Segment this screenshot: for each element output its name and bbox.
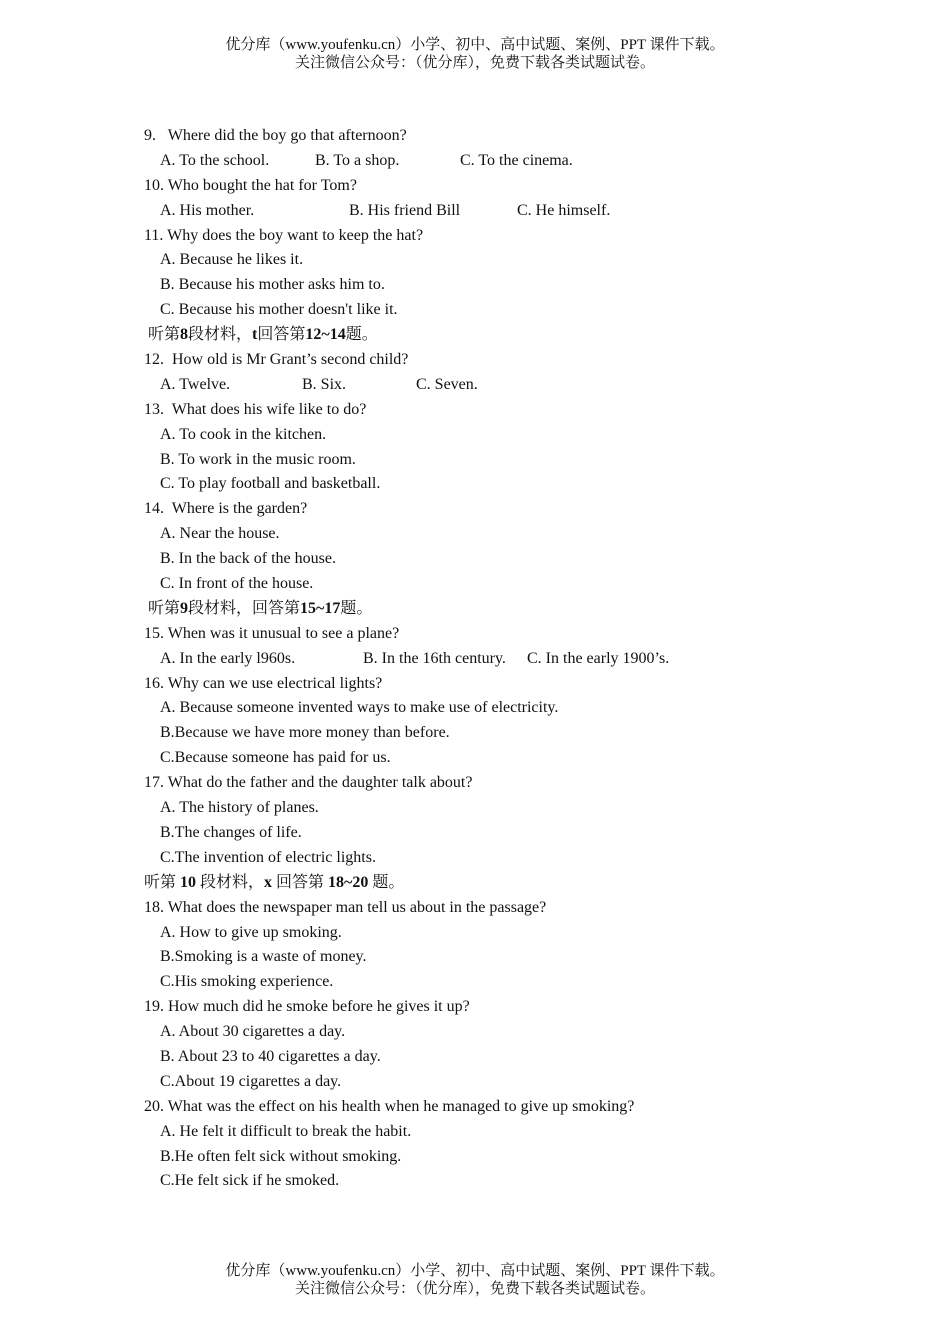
page-footer (0, 1262, 950, 1298)
question-20: 20. What was the effect on his health when he managed to give up smoking? (144, 1097, 635, 1115)
question-15-options (144, 647, 864, 672)
question-10: 10. Who bought the hat for Tom? (144, 176, 357, 194)
option-c: C.About 19 cigarettes a day. (160, 1072, 342, 1090)
option-c: C.His smoking experience. (160, 973, 334, 991)
footer-line-2: 关注微信公众号：（优分库），免费下载各类试题试卷。 (294, 1281, 655, 1297)
option-c: C. In front of the house. (160, 575, 314, 593)
option-b: B.Smoking is a waste of money. (160, 948, 367, 966)
question-15: 15. When was it unusual to see a plane? (144, 624, 400, 642)
option-a: A. To the school. (160, 151, 270, 169)
option-c: C. In the early 1900’s. (527, 649, 670, 667)
option-b: B. About 23 to 40 cigarettes a day. (160, 1047, 381, 1065)
option-b: B.The changes of life. (160, 823, 302, 841)
option-b: B.Because we have more money than before. (160, 724, 450, 742)
question-10-options (144, 199, 864, 224)
question-14: 14. Where is the garden? (144, 500, 308, 518)
section-10-instruction: 听第 10 段材料，x 回答第 18~20 题。 (144, 873, 405, 891)
header-line-1: 优分库（www.youfenku.cn）小学、初中、高中试题、案例、PPT 课件下载。 (225, 37, 725, 53)
question-12-options (144, 373, 864, 398)
option-a: A. Because he likes it. (160, 251, 304, 269)
option-c: C. To play football and basketball. (160, 475, 381, 493)
option-b: B. To a shop. (315, 151, 400, 169)
option-c: C. He himself. (517, 201, 611, 219)
option-a: A. How to give up smoking. (160, 923, 342, 941)
option-a: A. To cook in the kitchen. (160, 425, 327, 443)
option-a: A. His mother. (160, 201, 255, 219)
option-a: A. In the early l960s. (160, 649, 296, 667)
question-13: 13. What does his wife like to do? (144, 400, 367, 418)
option-c: C.He felt sick if he smoked. (160, 1172, 340, 1190)
page-header (0, 36, 950, 72)
option-a: A. Because someone invented ways to make use of electricity. (160, 699, 559, 717)
question-9-options (144, 149, 864, 174)
option-a: A. About 30 cigarettes a day. (160, 1023, 346, 1041)
question-9: 9. Where did the boy go that afternoon? (144, 127, 407, 144)
option-b: B. His friend Bill (349, 201, 461, 219)
option-b: B. In the back of the house. (160, 550, 336, 568)
section-8-instruction: 听第8段材料，t回答第12~14题。 (148, 326, 378, 344)
option-a: A. Near the house. (160, 525, 280, 543)
question-17: 17. What do the father and the daughter talk about? (144, 774, 473, 792)
option-b: B. In the 16th century. (363, 649, 506, 667)
option-c: C.Because someone has paid for us. (160, 749, 391, 767)
option-b: B.He often felt sick without smoking. (160, 1147, 402, 1165)
option-a: A. The history of planes. (160, 799, 319, 817)
question-11: 11. Why does the boy want to keep the hat? (144, 226, 424, 244)
option-c: C. To the cinema. (460, 151, 573, 169)
option-b: B. Six. (302, 375, 347, 393)
question-16: 16. Why can we use electrical lights? (144, 674, 383, 692)
option-b: B. Because his mother asks him to. (160, 276, 385, 294)
option-a: A. Twelve. (160, 375, 231, 393)
option-c: C.The invention of electric lights. (160, 848, 376, 866)
footer-line-1: 优分库（www.youfenku.cn）小学、初中、高中试题、案例、PPT 课件下载。 (225, 1263, 725, 1279)
question-list (144, 124, 864, 1194)
option-a: A. He felt it difficult to break the habit. (160, 1122, 412, 1140)
header-line-2: 关注微信公众号：（优分库），免费下载各类试题试卷。 (294, 55, 655, 71)
question-18: 18. What does the newspaper man tell us about in the passage? (144, 898, 547, 916)
option-b: B. To work in the music room. (160, 450, 356, 468)
section-9-instruction: 听第9段材料，回答第15~17题。 (148, 599, 373, 617)
question-19: 19. How much did he smoke before he gives it up? (144, 998, 470, 1016)
question-12: 12. How old is Mr Grant’s second child? (144, 351, 409, 369)
option-c: C. Because his mother doesn't like it. (160, 301, 398, 319)
option-c: C. Seven. (416, 375, 478, 393)
